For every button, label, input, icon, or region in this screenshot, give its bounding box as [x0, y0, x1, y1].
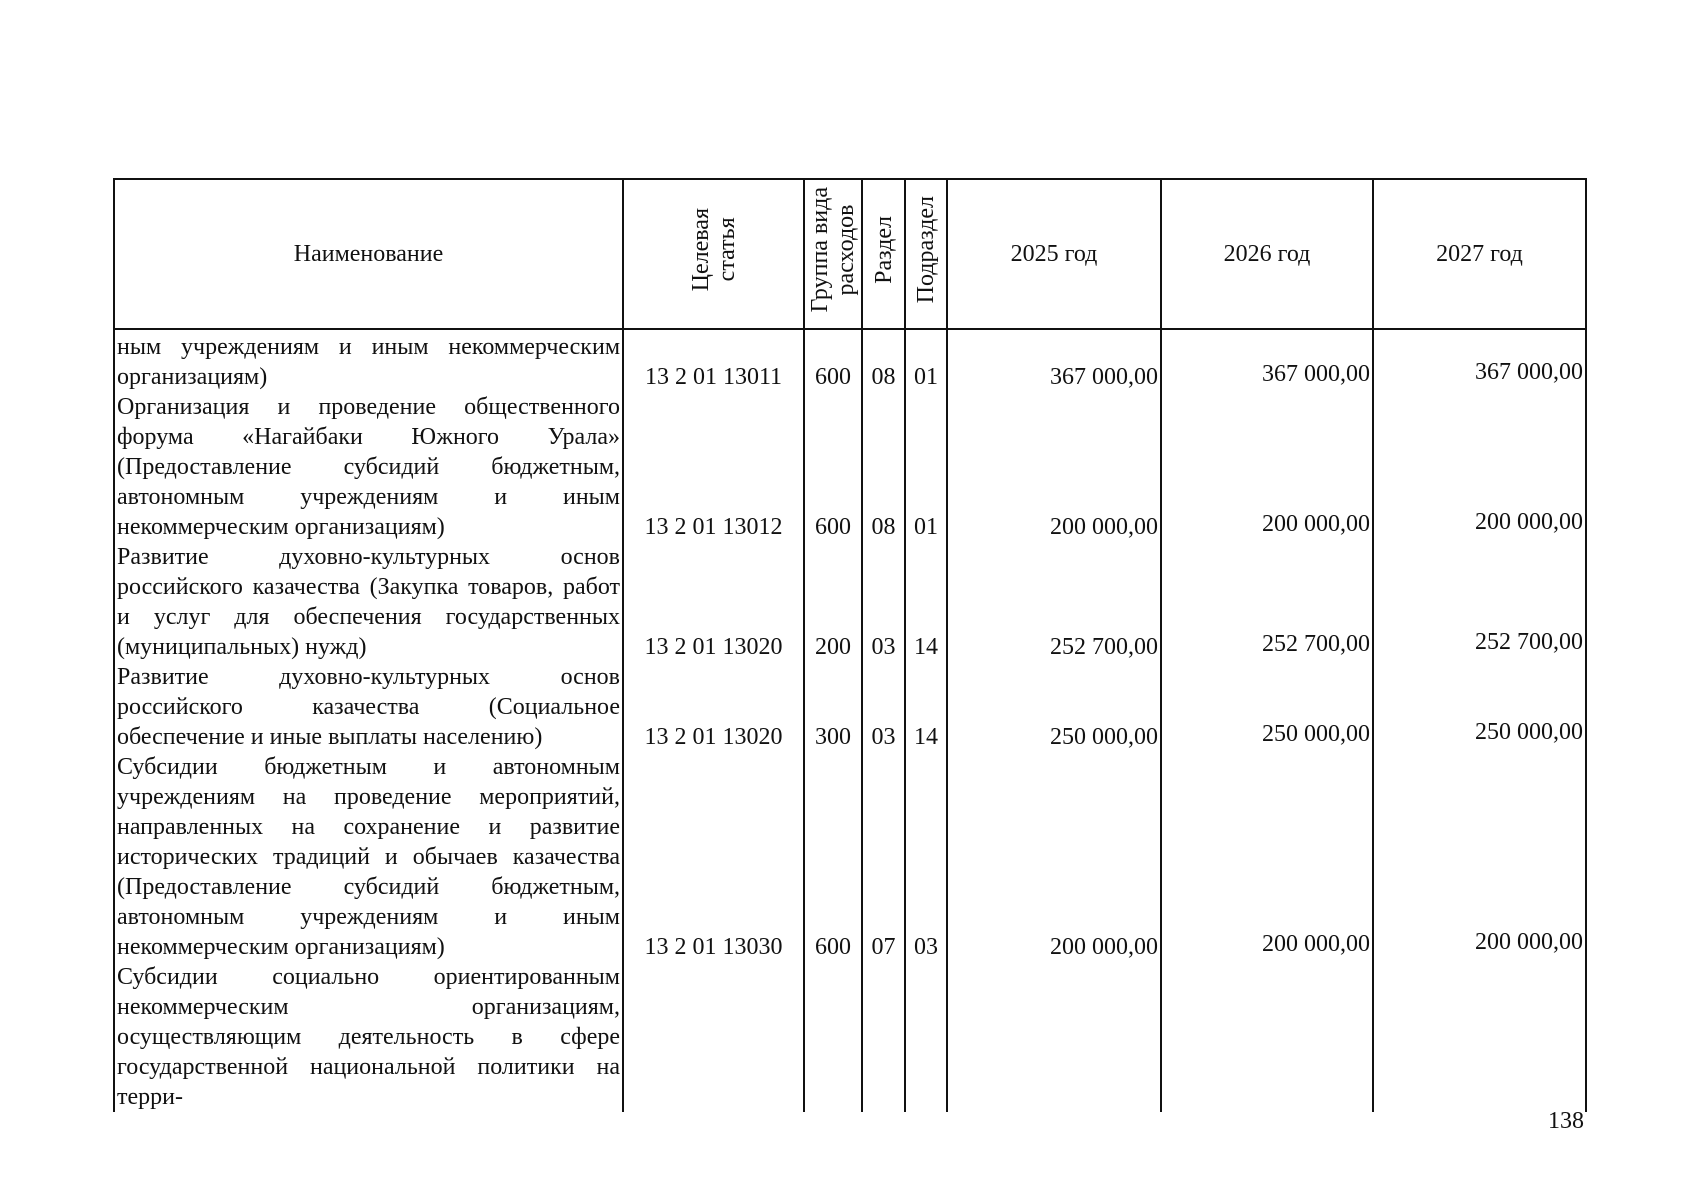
row-amount-2025	[947, 962, 1161, 1112]
row-target-article: 13 2 01 13030	[623, 752, 804, 962]
row-expense-group: 300	[804, 662, 862, 752]
row-expense-group: 600	[804, 329, 862, 392]
row-amount-2027: 200 000,00	[1373, 752, 1586, 962]
page-number: 138	[1548, 1108, 1584, 1134]
row-amount-2025: 250 000,00	[947, 662, 1161, 752]
row-subsection: 01	[905, 329, 947, 392]
table-row	[114, 962, 1586, 1112]
row-amount-2025: 200 000,00	[947, 392, 1161, 542]
row-section: 03	[862, 662, 905, 752]
row-section: 08	[862, 329, 905, 392]
row-name: ным учреждениям и иным некоммерческим организациям)	[114, 329, 623, 392]
header-year-2025: 2025 год	[947, 179, 1161, 329]
row-name: Субсидии социально ориентированным некоммерческим организациям, осуществляющим деятельность в сфере государственной национальной политики на терри-	[114, 962, 623, 1112]
row-amount-2027: 200 000,00	[1373, 392, 1586, 542]
table-row	[114, 542, 1586, 662]
row-target-article: 13 2 01 13011	[623, 329, 804, 392]
row-amount-2027	[1373, 962, 1586, 1112]
row-expense-group	[804, 962, 862, 1112]
row-amount-2027: 250 000,00	[1373, 662, 1586, 752]
header-year-2026: 2026 год	[1161, 179, 1373, 329]
row-amount-2026	[1161, 962, 1373, 1112]
row-amount-2027: 252 700,00	[1373, 542, 1586, 662]
row-section: 03	[862, 542, 905, 662]
row-target-article: 13 2 01 13012	[623, 392, 804, 542]
row-amount-2025: 200 000,00	[947, 752, 1161, 962]
budget-table	[113, 178, 1587, 1112]
row-target-article: 13 2 01 13020	[623, 542, 804, 662]
table-row	[114, 662, 1586, 752]
header-subsection: Подраздел	[905, 179, 947, 329]
row-amount-2026: 250 000,00	[1161, 662, 1373, 752]
row-subsection: 14	[905, 662, 947, 752]
row-name: Развитие духовно-культурных основ российского казачества (Закупка товаров, работ и услуг для обеспечения государственных (муниципальных) нужд)	[114, 542, 623, 662]
row-name: Организация и проведение общественного форума «Нагайбаки Южного Урала» (Предоставление субсидий бюджетным, автономным учреждениям и иным некоммерческим организациям)	[114, 392, 623, 542]
table-header-row	[114, 179, 1586, 329]
row-name: Развитие духовно-культурных основ российского казачества (Социальное обеспечение и иные выплаты населению)	[114, 662, 623, 752]
row-amount-2026: 200 000,00	[1161, 752, 1373, 962]
row-section: 08	[862, 392, 905, 542]
row-section	[862, 962, 905, 1112]
row-amount-2026: 367 000,00	[1161, 329, 1373, 392]
row-subsection	[905, 962, 947, 1112]
row-amount-2025: 367 000,00	[947, 329, 1161, 392]
row-target-article	[623, 962, 804, 1112]
row-amount-2027: 367 000,00	[1373, 329, 1586, 392]
row-section: 07	[862, 752, 905, 962]
table-row	[114, 392, 1586, 542]
row-amount-2026: 200 000,00	[1161, 392, 1373, 542]
header-section: Раздел	[862, 179, 905, 329]
table-row	[114, 329, 1586, 392]
table-row	[114, 752, 1586, 962]
row-expense-group: 200	[804, 542, 862, 662]
row-amount-2025: 252 700,00	[947, 542, 1161, 662]
header-target-article: Целевая статья	[623, 179, 804, 329]
header-expense-group: Группа вида расходов	[804, 179, 862, 329]
header-year-2027: 2027 год	[1373, 179, 1586, 329]
row-expense-group: 600	[804, 392, 862, 542]
row-subsection: 01	[905, 392, 947, 542]
header-name: Наименование	[114, 179, 623, 329]
row-name: Субсидии бюджетным и автономным учреждениям на проведение мероприятий, направленных на сохранение и развитие исторических традиций и обычаев казачества (Предоставление субсидий бюджетным, автономным учреждениям и иным некоммерческим организациям)	[114, 752, 623, 962]
row-target-article: 13 2 01 13020	[623, 662, 804, 752]
row-amount-2026: 252 700,00	[1161, 542, 1373, 662]
row-expense-group: 600	[804, 752, 862, 962]
row-subsection: 03	[905, 752, 947, 962]
row-subsection: 14	[905, 542, 947, 662]
